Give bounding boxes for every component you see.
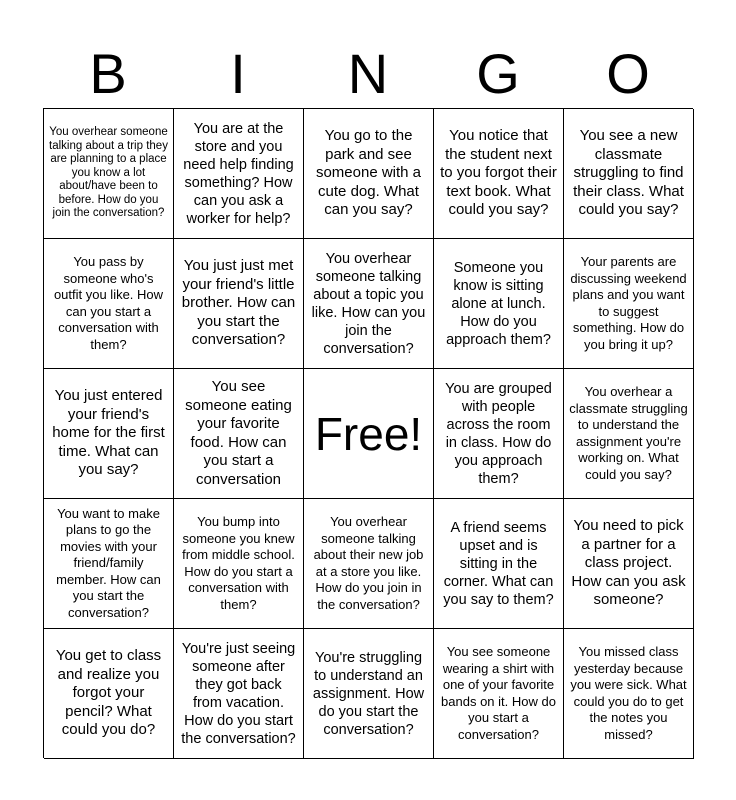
cell-text: You are at the store and you need help finding something? How can you ask a worker for help? <box>183 120 294 227</box>
bingo-cell <box>564 629 694 759</box>
bingo-cell <box>564 369 694 499</box>
bingo-cell <box>434 239 564 369</box>
bingo-cell <box>174 369 304 499</box>
cell-text: You see someone wearing a shirt with one of your favorite bands on it. How do you start a conversation? <box>441 644 556 742</box>
bingo-cell <box>564 499 694 629</box>
cell-text: You get to class and realize you forgot your pencil? What could you do? <box>55 647 162 739</box>
header-letter-i: I <box>230 42 246 105</box>
header-letter-n: N <box>347 42 389 105</box>
bingo-cell <box>564 239 694 369</box>
cell-text: You overhear someone talking about a topic you like. How can you join the conversation? <box>311 250 426 357</box>
bingo-cell <box>434 499 564 629</box>
bingo-cell <box>304 629 434 759</box>
cell-text: You overhear a classmate struggling to understand the assignment you're working on. What could you say? <box>569 384 688 482</box>
bingo-cell <box>44 629 174 759</box>
free-space-text: Free! <box>314 407 423 460</box>
bingo-cell <box>304 499 434 629</box>
cell-text: You notice that the student next to you forgot their text book. What could you say? <box>440 127 557 219</box>
cell-text: You see someone eating your favorite food. How can you start a conversation <box>185 378 292 488</box>
cell-text: You need to pick a partner for a class project. How can you ask someone? <box>571 517 686 609</box>
bingo-cell <box>304 109 434 239</box>
header-letter-g: G <box>476 42 520 105</box>
cell-text: You want to make plans to go the movies with your friend/family member. How can you start the conversation? <box>56 505 161 620</box>
bingo-cell <box>564 109 694 239</box>
cell-text: A friend seems upset and is sitting in the corner. What can you say to them? <box>443 519 554 608</box>
bingo-cell <box>44 499 174 629</box>
cell-text: You're just seeing someone after they got back from vacation. How do you start the conversation? <box>181 640 296 747</box>
bingo-cell <box>434 109 564 239</box>
cell-text: You're struggling to understand an assignment. How do you start the conversation? <box>312 649 425 738</box>
cell-text: You are grouped with people across the room in class. How do you approach them? <box>445 380 552 487</box>
bingo-header <box>43 40 693 108</box>
bingo-cell <box>434 629 564 759</box>
free-space <box>304 369 434 499</box>
cell-text: You overhear someone talking about a trip they are planning to a place you know a lot about/have been to before. How do you join the conversation? <box>49 126 168 220</box>
bingo-cell <box>174 239 304 369</box>
header-letter-b: B <box>89 42 127 105</box>
cell-text: You pass by someone who's outfit you like. How can you start a conversation with them? <box>53 254 164 352</box>
cell-text: You just entered your friend's home for the first time. What can you say? <box>52 387 165 479</box>
cell-text: You go to the park and see someone with a cute dog. What can you say? <box>315 127 422 219</box>
bingo-cell <box>174 109 304 239</box>
header-letter-o: O <box>606 42 650 105</box>
cell-text: You overhear someone talking about their new job at a store you like. How do you join in the conversation? <box>313 514 424 612</box>
cell-text: You missed class yesterday because you were sick. What could you do to get the notes you missed? <box>570 644 687 742</box>
bingo-cell <box>174 629 304 759</box>
cell-text: You just just met your friend's little brother. How can you start the conversation? <box>181 257 296 349</box>
cell-text: You see a new classmate struggling to find their class. What could you say? <box>573 127 684 219</box>
bingo-cell <box>434 369 564 499</box>
cell-text: You bump into someone you knew from middle school. How do you start a conversation with them? <box>182 514 295 612</box>
bingo-cell <box>304 239 434 369</box>
bingo-grid <box>43 108 693 758</box>
bingo-cell <box>174 499 304 629</box>
bingo-cell <box>44 109 174 239</box>
cell-text: Someone you know is sitting alone at lunch. How do you approach them? <box>446 259 551 348</box>
bingo-cell <box>44 239 174 369</box>
bingo-cell <box>44 369 174 499</box>
cell-text: Your parents are discussing weekend plans and you want to suggest something. How do you bring it up? <box>570 254 687 352</box>
